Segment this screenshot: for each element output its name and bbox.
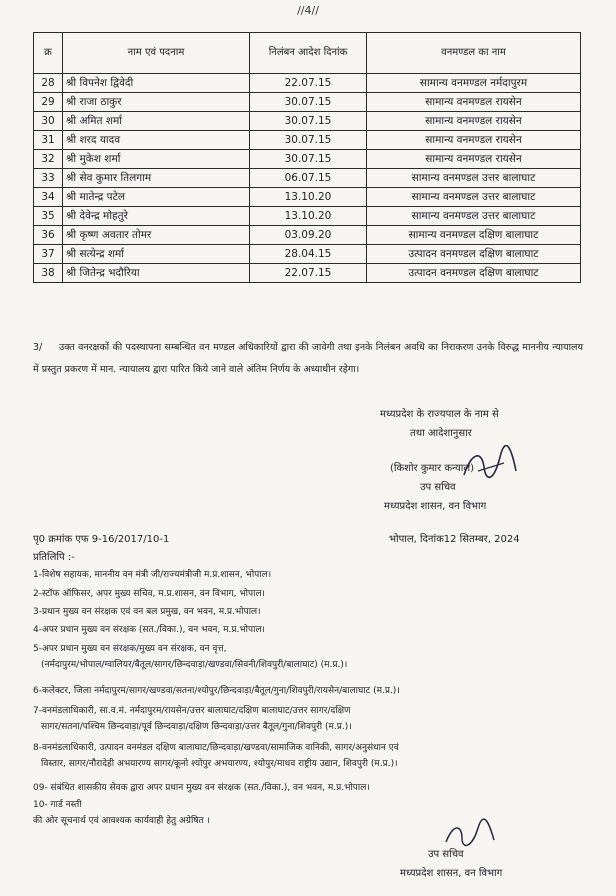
copy-list-line: 4-अपर प्रधान मुख्य वन संरक्षक (सत./विका.), वन भवन, म.प्र.भोपाल। <box>33 625 265 635</box>
cell-date: 03.09.20 <box>250 226 367 245</box>
cell-date: 13.10.20 <box>250 188 367 207</box>
page-number: //4// <box>297 4 319 17</box>
copy-list-item <box>33 740 588 772</box>
paragraph-number: 3/ <box>33 342 43 353</box>
copy-list-item <box>33 641 588 673</box>
cell-date: 06.07.15 <box>250 169 367 188</box>
copy-list-line: की ओर सूचनार्थ एवं आवश्यक कार्यवाही हेतु अग्रेषित । <box>33 816 210 826</box>
copy-list-item <box>33 813 588 829</box>
cell-serial: 30 <box>34 112 63 131</box>
copy-list-item <box>33 683 588 699</box>
reference-place-date: भोपाल, दिनांक12 सितम्बर, 2024 <box>389 534 520 545</box>
table-row <box>34 169 581 188</box>
cell-name: श्री कृष्ण अवतार तोमर <box>63 226 250 245</box>
cell-name: श्री विपनेश द्विवेदी <box>63 74 250 93</box>
cell-serial: 37 <box>34 245 63 264</box>
copy-list-item <box>33 622 588 638</box>
table-row <box>34 207 581 226</box>
copy-list-item <box>33 604 588 620</box>
table-row <box>34 112 581 131</box>
cell-name: श्री राजा ठाकुर <box>63 93 250 112</box>
cell-date: 22.07.15 <box>250 74 367 93</box>
table-header-row <box>34 33 581 74</box>
cell-division: सामान्य वनमण्डल उत्तर बालाघाट <box>367 207 581 226</box>
cell-date: 22.07.15 <box>250 264 367 283</box>
reference-number: पृ0 क्रमांक एफ 9-16/2017/10-1 <box>33 534 170 545</box>
copy-list-line: 1-विशेष सहायक, माननीय वन मंत्री जी/राज्यमंत्रीजी म.प्र.शासन, भोपाल। <box>33 570 272 580</box>
table-row <box>34 245 581 264</box>
copy-list-line: 6-कलेक्टर, जिला नर्मदापुरम/सागर/खण्डवा/सतना/श्योपुर/छिन्दवाड़ा/बैतूल/गुना/शिवपुरी/रायसेन/बालाघाट (म.प्र.)। <box>33 686 400 696</box>
cell-division: उत्पादन वनमण्डल दक्षिण बालाघाट <box>367 264 581 283</box>
closing-department: मध्यप्रदेश शासन, वन विभाग <box>400 868 503 879</box>
cell-serial: 35 <box>34 207 63 226</box>
copy-list-item <box>33 567 588 583</box>
cell-name: श्री सेव कुमार तिलगाम <box>63 169 250 188</box>
cell-division: सामान्य वनमण्डल रायसेन <box>367 150 581 169</box>
cell-division: उत्पादन वनमण्डल दक्षिण बालाघाट <box>367 245 581 264</box>
header-division: वनमण्डल का नाम <box>367 33 581 74</box>
copy-list-line: (नर्मदापुरम/भोपाल/ग्वालियर/बैतूल/सागर/छिन्दवाड़ा/खण्डवा/सिवनी/शिवपुरी/बालाघाट) (म.प्र.)। <box>41 660 348 670</box>
cell-date: 28.04.15 <box>250 245 367 264</box>
cell-serial: 31 <box>34 131 63 150</box>
cell-serial: 36 <box>34 226 63 245</box>
copy-list-line: 7-वनमंडलाधिकारी, सा.व.मं. नर्मदापुरम/रायसेन/उत्तर बालाघाट/दक्षिण बालाघाट/उत्तर सागर/दक्षिण <box>33 706 351 716</box>
cell-serial: 38 <box>34 264 63 283</box>
reference-line <box>33 531 593 545</box>
cell-name: श्री अमित शर्मा <box>63 112 250 131</box>
cell-name: श्री मातेन्द्र पटेल <box>63 188 250 207</box>
signature-block <box>380 405 590 516</box>
copy-list-line: सागर/सतना/पश्चिम छिन्दवाड़ा/पूर्व छिन्दवाड़ा/दक्षिण छिन्दवाड़ा/उत्तर बैतूल/गुना/शिवपुरी (म.प्र.)। <box>41 722 352 732</box>
copy-list-item <box>33 703 588 735</box>
header-serial: क्र <box>34 33 63 74</box>
signatory-department: मध्यप्रदेश शासन, वन विभाग <box>384 501 487 512</box>
cell-name: श्री शरद यादव <box>63 131 250 150</box>
cell-division: सामान्य वनमण्डल नर्मदापुरम <box>367 74 581 93</box>
table-row <box>34 264 581 283</box>
table-row <box>34 131 581 150</box>
copy-list-item <box>33 797 588 813</box>
order-paragraph <box>33 337 583 381</box>
copy-list-line: 09- संबंधित शासकीय सेवक द्वारा अपर प्रधान मुख्य वन संरक्षक (सत./विका.), वन भवन, म.प्र.भोपाल। <box>33 783 370 793</box>
header-date: निलंबन आदेश दिनांक <box>250 33 367 74</box>
closing-designation: उप सचिव <box>428 849 464 860</box>
cell-serial: 29 <box>34 93 63 112</box>
cell-division: सामान्य वनमण्डल रायसेन <box>367 112 581 131</box>
cell-serial: 28 <box>34 74 63 93</box>
signatory-designation: उप सचिव <box>420 482 456 493</box>
cell-date: 30.07.15 <box>250 131 367 150</box>
closing-signature <box>400 845 580 883</box>
cell-serial: 33 <box>34 169 63 188</box>
signatory-name: (किशोर कुमार कन्याल) <box>390 463 475 474</box>
copy-list-item <box>33 586 588 602</box>
governor-line: मध्यप्रदेश के राज्यपाल के नाम से <box>380 409 499 420</box>
cell-name: श्री मुकेश शर्मा <box>63 150 250 169</box>
cell-serial: 32 <box>34 150 63 169</box>
copy-list-line: विस्तार, सागर/नौरादेही अभयारण्य सागर/कूनो श्योपुर अभयारण्य, श्योपुर/माधव राष्ट्रीय उद्यान, शिवपुरी (म.प्र.)। <box>41 759 398 769</box>
order-line: तथा आदेशानुसार <box>410 428 472 439</box>
copy-list-line: 5-अपर प्रधान मुख्य वन संरक्षक/मुख्य वन संरक्षक, वन वृत्त, <box>33 644 227 654</box>
cell-name: श्री जितेन्द्र भदौरिया <box>63 264 250 283</box>
table-row <box>34 150 581 169</box>
cell-name: श्री देवेन्द्र मोहतुरे <box>63 207 250 226</box>
table-row <box>34 74 581 93</box>
suspension-table <box>33 32 581 283</box>
table-row <box>34 93 581 112</box>
copy-heading: प्रतिलिपि :- <box>33 552 75 563</box>
cell-name: श्री सत्येन्द्र शर्मा <box>63 245 250 264</box>
paragraph-text: उक्त वनरक्षकों की पदस्थापना सम्बन्धित वन मण्डल अधिकारियों द्वारा की जावेगी तथा इनके निलंबन अवधि का निराकरण उनके विरुद्ध माननीय न्यायालय में प्रस्तुत प्रकरण में मान. न्यायालय द्वारा पारित किये जाने वाले अंतिम निर्णय के अध्याधीन रहेगा। <box>33 342 583 375</box>
cell-date: 30.07.15 <box>250 112 367 131</box>
copy-list-line: 10- गार्ड नस्ती <box>33 800 82 810</box>
cell-division: सामान्य वनमण्डल उत्तर बालाघाट <box>367 169 581 188</box>
copy-list-line: 2-स्टॉफ ऑफिसर, अपर मुख्य सचिव, म.प्र.शासन, वन विभाग, भोपाल। <box>33 589 265 599</box>
cell-date: 30.07.15 <box>250 93 367 112</box>
cell-division: सामान्य वनमण्डल दक्षिण बालाघाट <box>367 226 581 245</box>
cell-division: सामान्य वनमण्डल उत्तर बालाघाट <box>367 188 581 207</box>
table-row <box>34 226 581 245</box>
cell-serial: 34 <box>34 188 63 207</box>
cell-date: 13.10.20 <box>250 207 367 226</box>
copy-list-line: 8-वनमंडलाधिकारी, उत्पादन वनमंडल दक्षिण बालाघाट/छिन्दवाड़ा/खण्डवा/सामाजिक वानिकी, सागर/अनुसंधान एवं <box>33 743 399 753</box>
table-body <box>34 74 581 283</box>
copy-list-line: 3-प्रधान मुख्य वन संरक्षक एवं वन बल प्रमुख, वन भवन, म.प्र.भोपाल। <box>33 607 261 617</box>
cell-division: सामान्य वनमण्डल रायसेन <box>367 93 581 112</box>
table-row <box>34 188 581 207</box>
cell-date: 30.07.15 <box>250 150 367 169</box>
header-name: नाम एवं पदनाम <box>63 33 250 74</box>
cell-division: सामान्य वनमण्डल रायसेन <box>367 131 581 150</box>
copy-list-item <box>33 780 588 796</box>
